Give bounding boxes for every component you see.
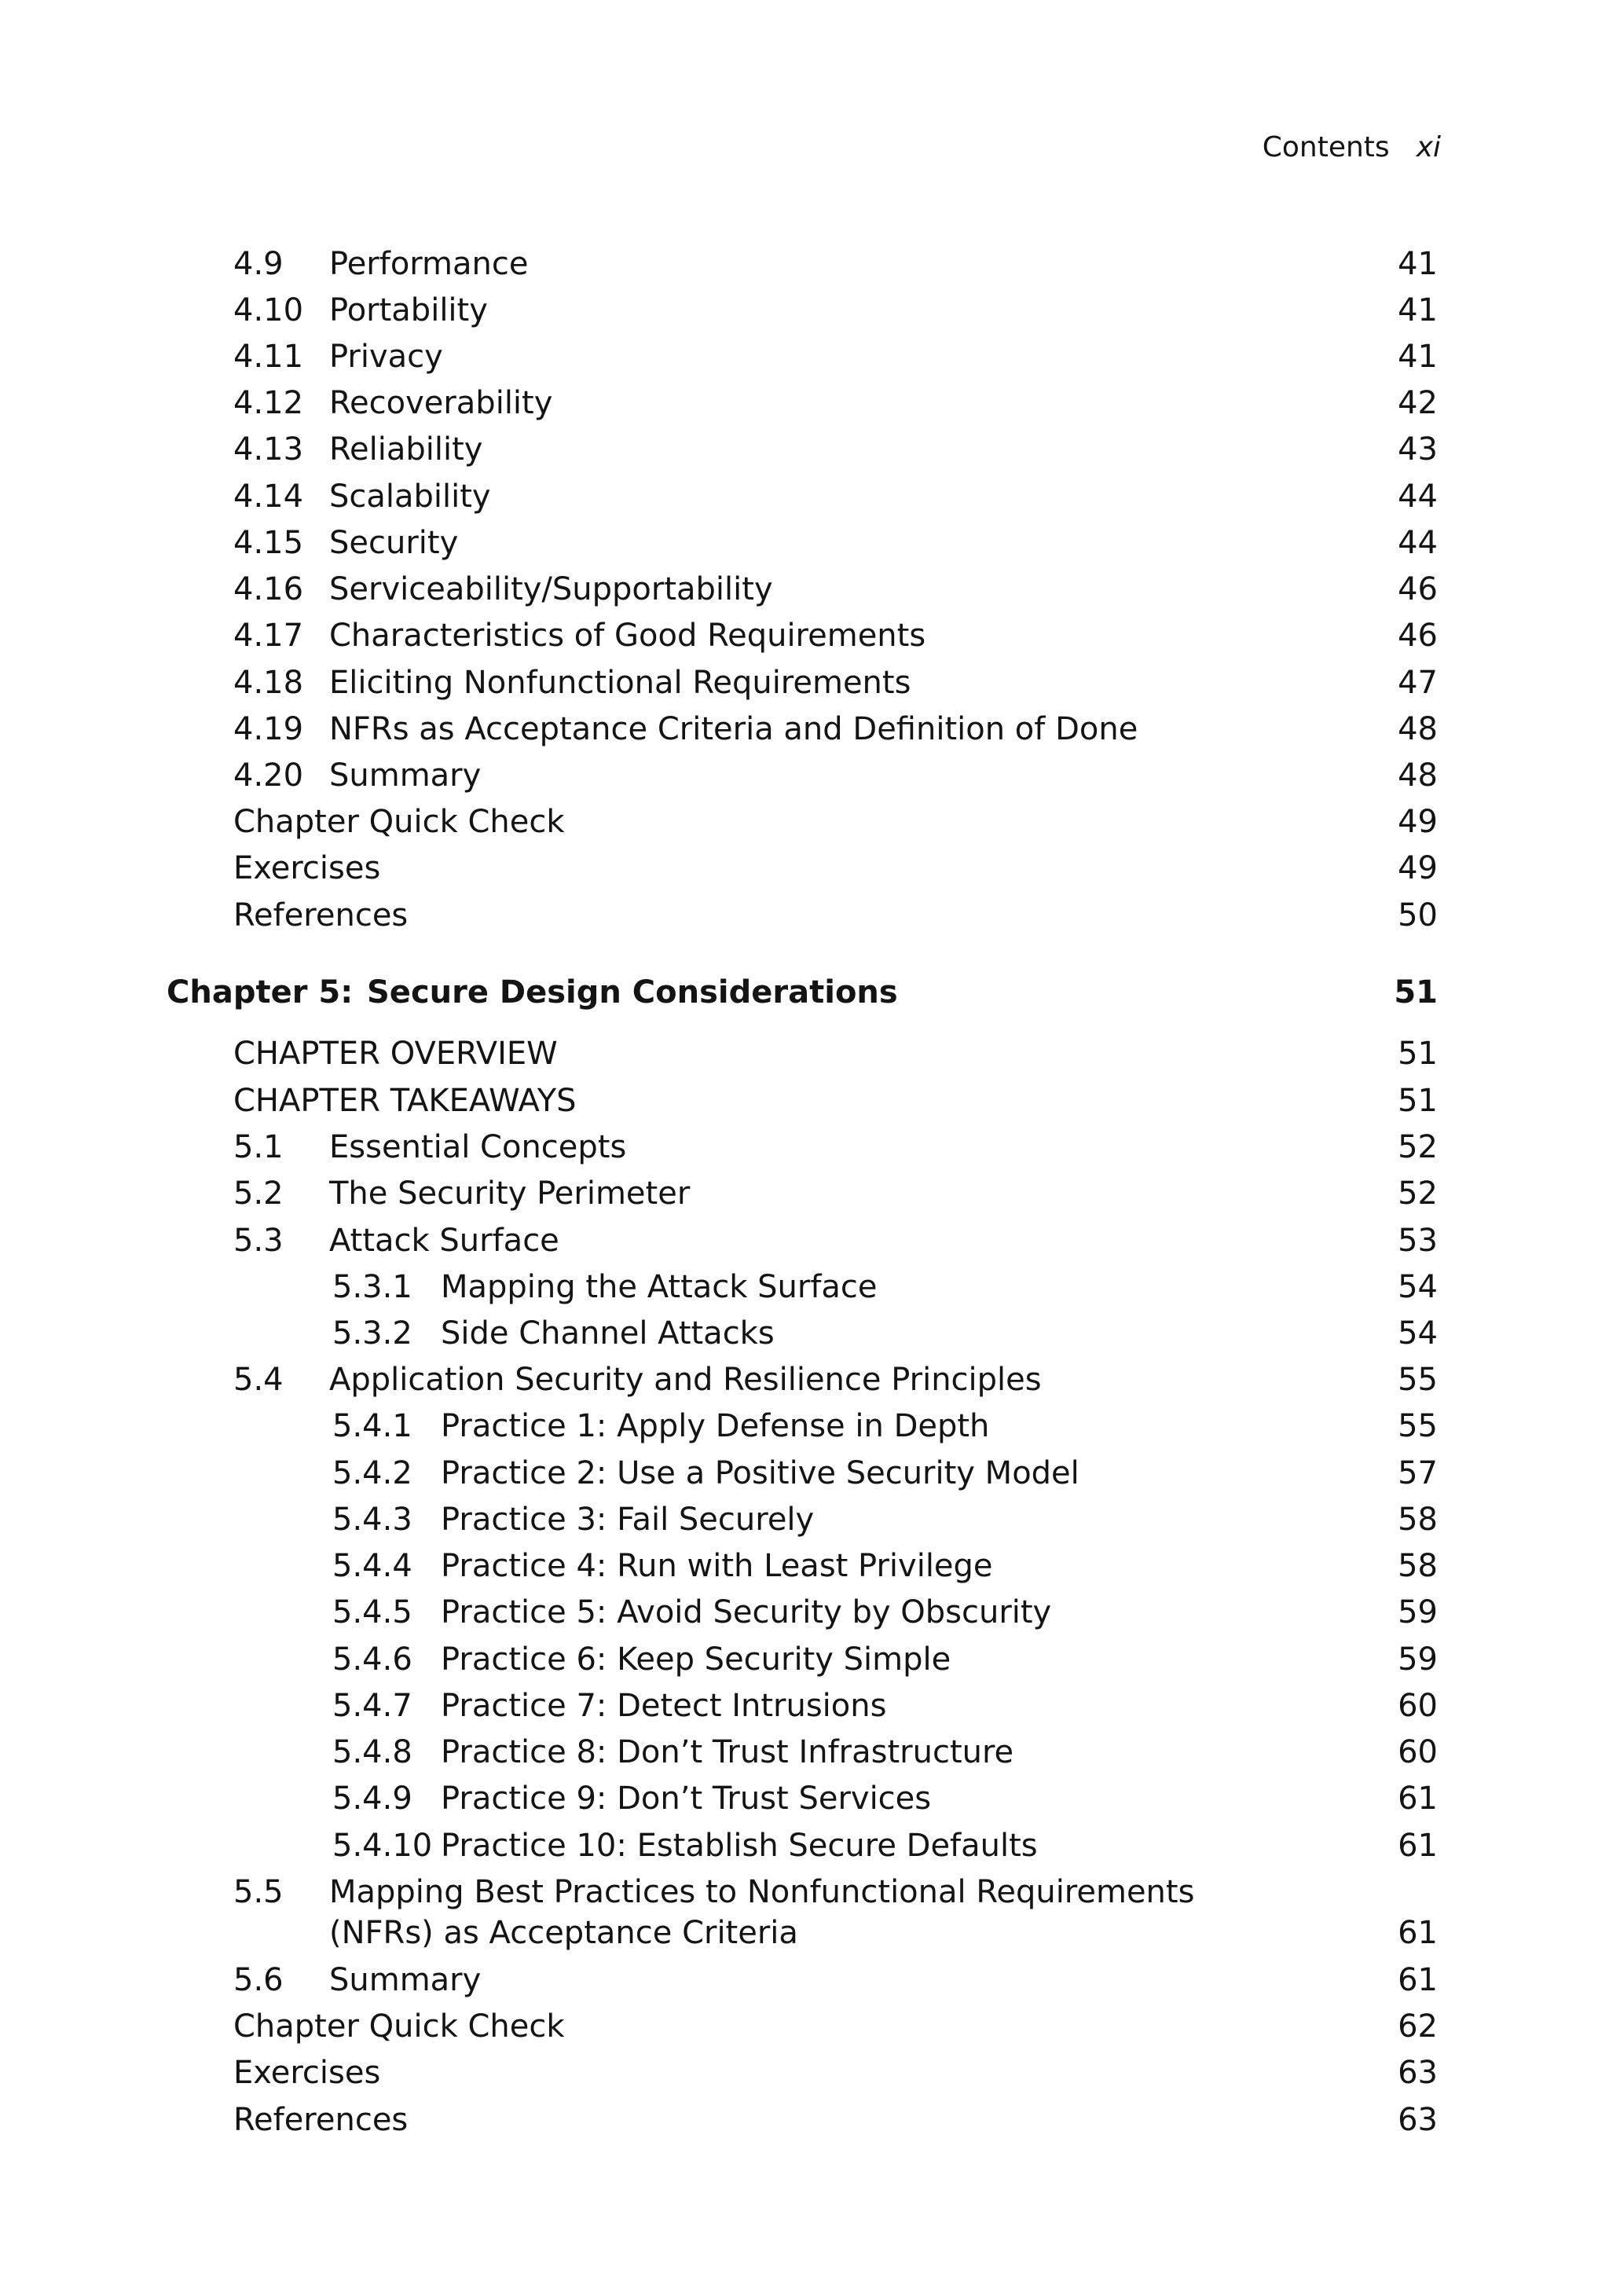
- toc-entry-number: 4.11: [233, 339, 304, 375]
- toc-entry-number: 5.4: [233, 1362, 284, 1398]
- toc-entry-title: Practice 7: Detect Intrusions: [441, 1688, 887, 1724]
- page-folio: xi: [1416, 131, 1441, 163]
- toc-entry: [0, 1310, 1609, 1357]
- toc-entry-number: 4.16: [233, 571, 304, 607]
- toc-entry: [0, 473, 1609, 520]
- toc-entry-page: 61: [1398, 1962, 1438, 1998]
- toc-entry-page: 60: [1398, 1688, 1438, 1724]
- toc-entry-title: Chapter Quick Check: [233, 2008, 565, 2045]
- toc-entry-title: Practice 10: Establish Secure Defaults: [441, 1828, 1038, 1864]
- chapter-title: Secure Design Considerations: [367, 974, 898, 1010]
- toc-entry-page: 59: [1398, 1594, 1438, 1630]
- toc-entry: [0, 1403, 1609, 1450]
- toc-entry: [0, 1030, 1609, 1077]
- toc-entry-page: 58: [1398, 1502, 1438, 1538]
- toc-entry-title: Performance: [329, 246, 529, 282]
- toc-entry-page: 57: [1398, 1455, 1438, 1491]
- toc-entry-page: 46: [1398, 618, 1438, 654]
- toc-entry-title: The Security Perimeter: [329, 1176, 691, 1212]
- toc-entry-number: 5.4.1: [332, 1408, 412, 1444]
- toc-entry-number: 4.15: [233, 525, 304, 561]
- toc-entry: [0, 1869, 1609, 1957]
- toc-entry: [0, 2096, 1609, 2144]
- toc-entry-page: 48: [1398, 711, 1438, 747]
- toc-entry-page: 41: [1398, 246, 1438, 282]
- toc-entry: [0, 2003, 1609, 2050]
- toc-entry-title: Exercises: [233, 850, 381, 886]
- toc-entry-number: 5.4.2: [332, 1455, 412, 1491]
- toc-entry: [0, 1682, 1609, 1729]
- running-head-label: Contents: [1262, 131, 1390, 163]
- toc-entry: [0, 1356, 1609, 1403]
- toc-entry-title: Scalability: [329, 479, 491, 515]
- toc-entry-title: Mapping Best Practices to Nonfunctional Requirements (NFRs) as Acceptance Criteria: [329, 1874, 1195, 1951]
- toc-entry-page: 48: [1398, 757, 1438, 794]
- toc-entry-page: 44: [1398, 525, 1438, 561]
- toc-entry-number: 5.5: [233, 1874, 284, 1910]
- toc-entry-title: Practice 3: Fail Securely: [441, 1502, 815, 1538]
- toc-entry: [0, 1775, 1609, 1822]
- toc-entry: [0, 426, 1609, 473]
- toc-entry-page: 63: [1398, 2102, 1438, 2138]
- chapter-label: Chapter 5:: [167, 974, 354, 1010]
- toc-entry-page: 60: [1398, 1734, 1438, 1770]
- toc-entry: [0, 380, 1609, 427]
- toc-entry-number: 5.4.7: [332, 1688, 412, 1724]
- toc-entry-title: Summary: [329, 757, 482, 794]
- toc-entry-title: Practice 1: Apply Defense in Depth: [441, 1408, 990, 1444]
- toc-entry-number: 5.2: [233, 1176, 284, 1212]
- toc-entry: [0, 333, 1609, 380]
- toc-entry: [0, 2049, 1609, 2096]
- toc-entry-number: 4.14: [233, 479, 304, 515]
- toc-entry-number: 5.4.6: [332, 1641, 412, 1678]
- toc-entry: [0, 706, 1609, 753]
- toc-entry: [0, 1589, 1609, 1636]
- toc-entry-page: 53: [1398, 1223, 1438, 1259]
- toc-entry-page: 49: [1398, 850, 1438, 886]
- toc-entry-number: 5.3: [233, 1223, 284, 1259]
- toc-entry-title: Practice 4: Run with Least Privilege: [441, 1548, 993, 1584]
- toc-entry-number: 5.4.8: [332, 1734, 412, 1770]
- toc-entry-number: 5.6: [233, 1962, 284, 1998]
- toc-entry: [0, 287, 1609, 334]
- toc-entry-page: 51: [1398, 1083, 1438, 1119]
- toc-entry-number: 4.17: [233, 618, 304, 654]
- toc-entry-page: 61: [1398, 1915, 1438, 1951]
- toc-entry-title: Reliability: [329, 431, 483, 468]
- toc-entry-number: 5.4.9: [332, 1781, 412, 1817]
- toc-entry-title: Summary: [329, 1962, 482, 1998]
- toc-entry-title: Portability: [329, 292, 488, 328]
- toc-entry-number: 4.18: [233, 665, 304, 701]
- toc-entry: [0, 240, 1609, 288]
- toc-entry-page: 54: [1398, 1315, 1438, 1352]
- toc-entry-title: Exercises: [233, 2055, 381, 2091]
- toc-entry-title: Practice 9: Don’t Trust Services: [441, 1781, 932, 1817]
- toc-entry-number: 5.4.4: [332, 1548, 412, 1584]
- toc-entry-title: CHAPTER TAKEAWAYS: [233, 1083, 577, 1119]
- toc-entry-number: 5.3.2: [332, 1315, 412, 1352]
- toc-entry: [0, 519, 1609, 567]
- toc-entry-page: 58: [1398, 1548, 1438, 1584]
- toc-entry: [0, 752, 1609, 799]
- toc-entry-page: 41: [1398, 339, 1438, 375]
- toc-entry: [0, 1729, 1609, 1776]
- toc-entry-page: 62: [1398, 2008, 1438, 2045]
- toc-entry: [0, 892, 1609, 939]
- toc-entry-page: 44: [1398, 479, 1438, 515]
- toc-entry-number: 4.10: [233, 292, 304, 328]
- toc-entry-page: 50: [1398, 897, 1438, 933]
- toc-entry: [0, 1170, 1609, 1217]
- toc-entry-title: Recoverability: [329, 385, 553, 421]
- toc-entry-title: Mapping the Attack Surface: [441, 1269, 878, 1305]
- toc-entry-title: Application Security and Resilience Principles: [329, 1362, 1042, 1398]
- toc-entry-number: 5.1: [233, 1129, 284, 1165]
- toc-entry-page: 61: [1398, 1828, 1438, 1864]
- toc-entry-number: 4.12: [233, 385, 304, 421]
- toc-entry: [0, 1542, 1609, 1590]
- toc-entry-title: References: [233, 2102, 409, 2138]
- toc-entry: [0, 845, 1609, 892]
- toc-entry-title: CHAPTER OVERVIEW: [233, 1036, 558, 1072]
- toc-entry-page: 43: [1398, 431, 1438, 468]
- toc-entry-number: 4.9: [233, 246, 284, 282]
- toc-entry-number: 4.19: [233, 711, 304, 747]
- toc-entry-title: Eliciting Nonfunctional Requirements: [329, 665, 911, 701]
- toc-entry-title: Characteristics of Good Requirements: [329, 618, 926, 654]
- toc-entry: [0, 798, 1609, 845]
- toc-entry-number: 5.4.10: [332, 1828, 433, 1864]
- toc-entry-title: Practice 8: Don’t Trust Infrastructure: [441, 1734, 1014, 1770]
- toc-entry-page: 52: [1398, 1176, 1438, 1212]
- toc-entry-title: Attack Surface: [329, 1223, 559, 1259]
- toc-entry-page: 55: [1398, 1362, 1438, 1398]
- toc-entry-page: 59: [1398, 1641, 1438, 1678]
- toc-entry-title: NFRs as Acceptance Criteria and Definition of Done: [329, 711, 1138, 747]
- toc-entry: [0, 1124, 1609, 1171]
- toc-entry-number: 5.4.3: [332, 1502, 412, 1538]
- toc-entry-page: 52: [1398, 1129, 1438, 1165]
- toc-entry: [0, 1496, 1609, 1543]
- toc-entry: [0, 1077, 1609, 1124]
- chapter-page: 51: [1394, 974, 1438, 1010]
- toc-entry-page: 49: [1398, 804, 1438, 840]
- toc-entry-title: Security: [329, 525, 459, 561]
- toc-entry-number: 5.4.5: [332, 1594, 412, 1630]
- toc-entry-page: 61: [1398, 1781, 1438, 1817]
- toc-entry-title: Practice 6: Keep Security Simple: [441, 1641, 951, 1678]
- chapter-heading: [0, 969, 1609, 1016]
- toc-entry-page: 42: [1398, 385, 1438, 421]
- toc-entry: [0, 659, 1609, 706]
- toc-entry-page: 55: [1398, 1408, 1438, 1444]
- toc-entry-title: Essential Concepts: [329, 1129, 627, 1165]
- toc-entry-page: 54: [1398, 1269, 1438, 1305]
- toc-entry-title: Chapter Quick Check: [233, 804, 565, 840]
- toc-entry: [0, 1957, 1609, 2004]
- toc-entry-page: 63: [1398, 2055, 1438, 2091]
- toc-entry-page: 46: [1398, 571, 1438, 607]
- toc-entry-number: 5.3.1: [332, 1269, 412, 1305]
- toc-entry-title: References: [233, 897, 409, 933]
- toc-entry: [0, 1822, 1609, 1869]
- toc-entry-number: 4.13: [233, 431, 304, 468]
- toc-entry-title: Privacy: [329, 339, 443, 375]
- toc-entry-title: Practice 2: Use a Positive Security Model: [441, 1455, 1079, 1491]
- toc-entry: [0, 1450, 1609, 1497]
- toc-entry-number: 4.20: [233, 757, 304, 794]
- toc-entry: [0, 1217, 1609, 1264]
- toc-entry-page: 51: [1398, 1036, 1438, 1072]
- toc-entry: [0, 612, 1609, 659]
- toc-entry: [0, 1264, 1609, 1311]
- toc-entry-title: Side Channel Attacks: [441, 1315, 775, 1352]
- toc-entry: [0, 566, 1609, 613]
- toc-entry-title: Serviceability/Supportability: [329, 571, 773, 607]
- toc-entry: [0, 1636, 1609, 1683]
- toc-entry-page: 41: [1398, 292, 1438, 328]
- toc-entry-page: 47: [1398, 665, 1438, 701]
- toc-entry-title: Practice 5: Avoid Security by Obscurity: [441, 1594, 1052, 1630]
